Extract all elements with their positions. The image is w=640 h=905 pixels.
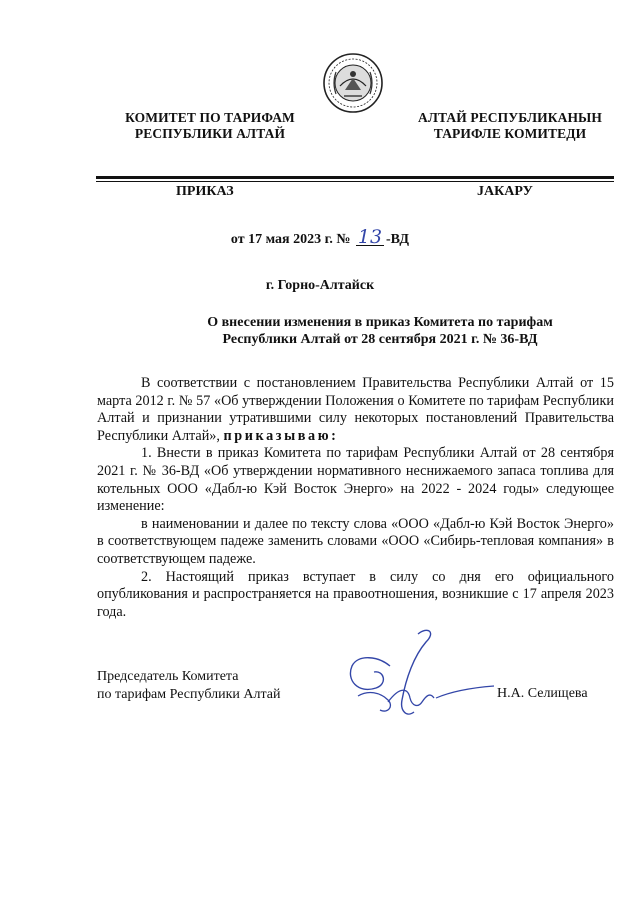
committee-name-ru-line1: КОМИТЕТ ПО ТАРИФАМ xyxy=(125,110,295,125)
committee-name-alt-line1: АЛТАЙ РЕСПУБЛИКАНЫН xyxy=(417,110,603,125)
body-item-1-change: в наименовании и далее по тексту слова «ООО «Дабл-ю Кэй Восток Энерго» в соответствующем падеже заменить словами «ООО «Сибирь-тепловая компания» в соответствующем падеже. xyxy=(97,515,614,567)
body-item-2: 2. Настоящий приказ вступает в силу со дня его официального опубликования и распространяется на правоотношения, возникшие с 17 апреля 2023 года. xyxy=(97,568,614,620)
body-intro-text: В соответствии с постановлением Правительства Республики Алтай от 15 марта 2012 г. № 57 «Об утверждении Положения о Комитете по тарифам Республики Алтай и признании утратившими силу некоторых постановлений Правительства Республики Алтай», xyxy=(97,375,614,444)
committee-name-alt-line2: ТАРИФЛЕ КОМИТЕДИ xyxy=(433,126,587,141)
body-intro xyxy=(97,375,614,445)
signatory-position-line2: по тарифам Республики Алтай xyxy=(97,687,281,702)
signatory-position-line1: Председатель Комитета xyxy=(97,669,239,684)
committee-name-ru xyxy=(110,110,310,142)
document-title-line2: Республики Алтай от 28 сентября 2021 г. № 36-ВД xyxy=(222,332,538,347)
city: г. Горно-Алтайск xyxy=(265,278,375,293)
body-item-1: 1. Внести в приказ Комитета по тарифам Республики Алтай от 28 сентября 2021 г. № 36-ВД «Об утверждении нормативного неснижаемого запаса топлива для котельных ООО «Дабл-ю Кэй Восток Энерго» на 2022 - 2024 годы» следующее изменение: xyxy=(97,445,614,515)
order-date-line xyxy=(0,226,640,248)
order-number-suffix: -ВД xyxy=(385,232,410,247)
document-title-line1: О внесении изменения в приказ Комитета по тарифам xyxy=(207,315,553,330)
order-label-ru: ПРИКАЗ xyxy=(176,184,234,199)
header-divider-thin xyxy=(96,181,614,182)
header-divider-thick xyxy=(96,176,614,179)
document-body xyxy=(97,375,614,621)
order-date: от 17 мая 2023 г. № xyxy=(230,232,351,247)
committee-name-ru-line2: РЕСПУБЛИКИ АЛТАЙ xyxy=(134,126,286,141)
emblem-icon xyxy=(322,52,384,114)
document-title xyxy=(150,314,610,348)
body-intro-order-word: приказываю: xyxy=(223,427,339,444)
order-number: 13 xyxy=(357,226,383,248)
signatory-position xyxy=(97,668,280,704)
handwritten-signature xyxy=(318,626,508,726)
signatory-name: Н.А. Селищева xyxy=(497,686,588,701)
committee-name-alt xyxy=(400,110,620,142)
order-label-alt: ЈАКАРУ xyxy=(477,184,533,199)
